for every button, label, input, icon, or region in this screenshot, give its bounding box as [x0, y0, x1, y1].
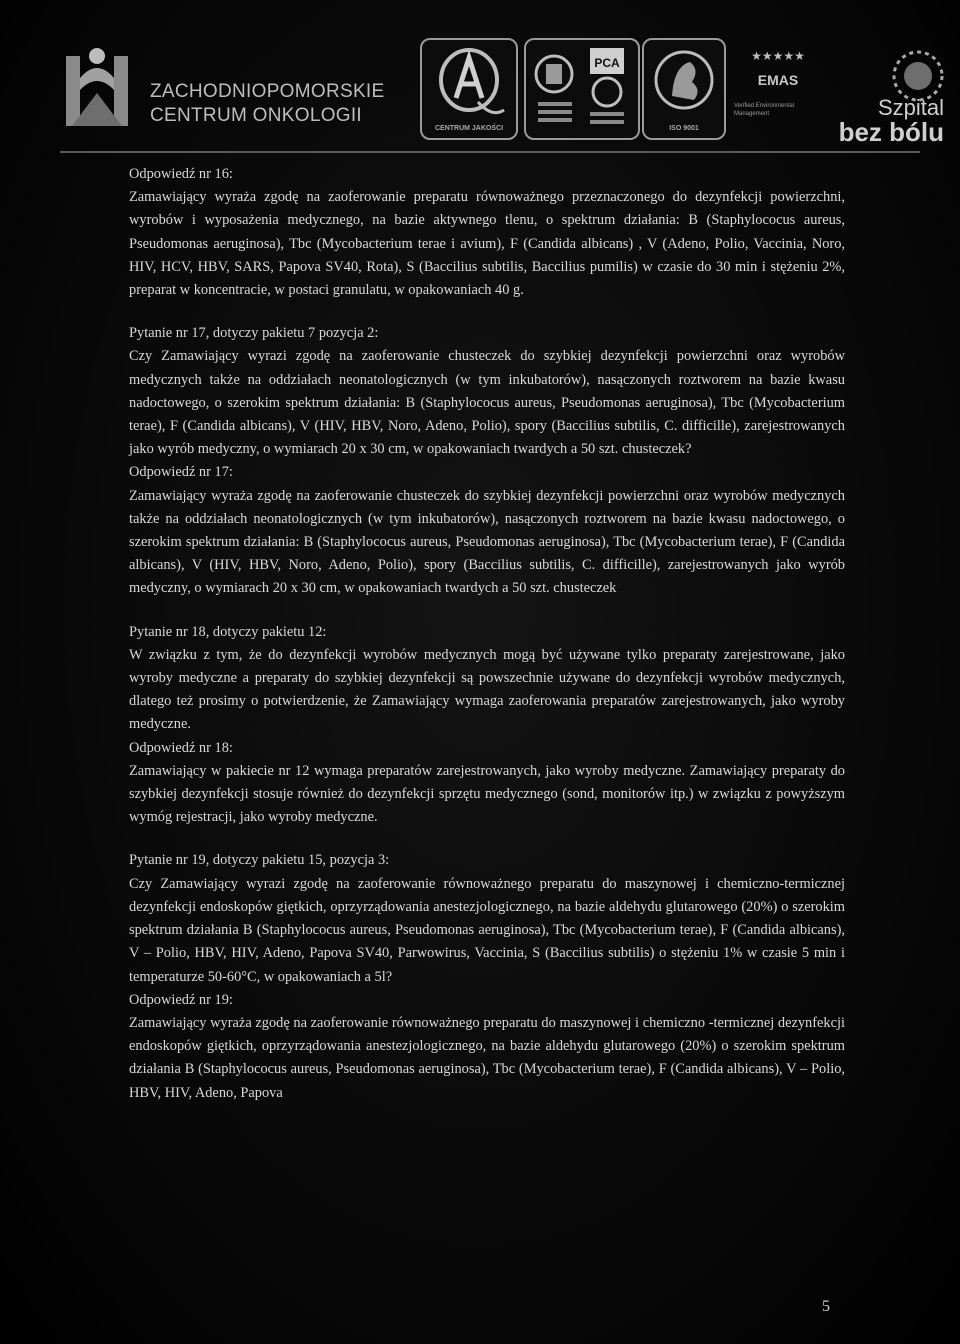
emas-sub-line1: Verified Environmental [734, 103, 795, 109]
organization-name [150, 80, 384, 128]
question-18-text: W związku z tym, że do dezynfekcji wyrobów medycznych mogą być używane tylko preparaty zarejestrowane, jako wyroby medyczne a preparaty do szybkiej dezynfekcji są powszechnie używane do dezynfekcji wyrobów medycznych, dlatego też prosimy o potwierdzenie, że Zamawiający wymaga zaoferowania preparatów zarejestrowanych, jako wyroby medyczne. [129, 646, 845, 733]
szpital-bez-bolu-logo [822, 46, 952, 146]
iso-certificate-badge [642, 38, 726, 140]
emas-sub-line2: Management [734, 111, 770, 117]
svg-text:★★★★★: ★★★★★ [751, 49, 805, 63]
question-19-heading: Pytanie nr 19, dotyczy pakietu 15, pozycja 3: [129, 852, 390, 869]
quality-certificate-badge [420, 38, 518, 140]
header-divider [60, 151, 920, 153]
letterhead [0, 0, 960, 150]
zco-logo [52, 38, 142, 138]
question-17-heading: Pytanie nr 17, dotyczy pakietu 7 pozycja 2: [129, 325, 379, 342]
answer-17-heading: Odpowiedź nr 17: [129, 464, 233, 481]
szpital-line2: bez bólu [838, 117, 944, 147]
question-18-block [129, 621, 845, 830]
pca-certificate-badge [524, 38, 640, 140]
szpital-line1: Szpital [877, 95, 944, 120]
question-19-text: Czy Zamawiający wyrazi zgodę na zaoferowanie równoważnego preparatu do maszynowej i chemiczno-termicznej dezynfekcji endoskopów giętkich, oprzyrządowania anestezjologicznego, na bazie aldehydu glutarowego (20%) o szerokim spektrum działania B (Staphylococus aureus, Pseudomonas aeruginosa), Tbc (Mycobacterium terae), F (Candida albicans), V – Polio, HBV, HIV, Adeno, Papova SV40, Parwowirus, Vaccinia, S (Baccilius subtilis) o stężeniu 1% w czasie 5 min i temperaturze 50-60°C, w opakowaniach a 5l? [129, 875, 845, 985]
question-18-heading: Pytanie nr 18, dotyczy pakietu 12: [129, 623, 327, 640]
org-name-line1: ZACHODNIOPOMORSKIE [150, 81, 385, 102]
answer-19-heading: Odpowiedź nr 19: [129, 991, 233, 1008]
question-17-block [129, 322, 845, 600]
emas-subtitle [734, 102, 824, 118]
szpital-text [838, 95, 944, 147]
cert-a-label: CENTRUM JAKOŚCI [434, 125, 504, 132]
answer-17-text: Zamawiający wyraża zgodę na zaoferowanie chusteczek do szybkiej dezynfekcji powierzchni oraz wyrobów medycznych także na oddziałach neonatologicznych (w tym inkubatorów), nasączonych roztworem na bazie kwasu nadoctowego, o szerokim spektrum działania: B (Staphylococus aureus, Pseudomonas aeruginosa), Tbc (Mycobacterium terae), F (Candida albicans), V (HIV, HBV, Noro, Adeno, Polio), spory (Baccilius subtilis, C. difficille), zarejestrowanych jako wyrób medyczny, o wymiarach 20 x 30 cm, w opakowaniach twardych a 50 szt. chusteczek [129, 487, 845, 597]
answer-16-text: Zamawiający wyraża zgodę na zaoferowanie preparatu równoważnego przeznaczonego do dezynfekcji powierzchni, wyrobów i wyposażenia medycznego, na bazie aktywnego tlenu, o spektrum działania: B (Staphylococus aureus, Pseudomonas aeruginosa), Tbc (Mycobacterium terae i avium), F (Candida albicans) , V (Adeno, Polio, Vaccinia, Noro, HIV, HCV, HBV, SARS, Papova SV40, Rota), S (Baccilius subtilis, Baccilius pumilis) w czasie do 30 min i stężeniu 2%, preparat w koncentracie, w postaci granulatu, w opakowaniach 40 g. [129, 189, 845, 299]
cert-iso-label: ISO 9001 [669, 125, 699, 132]
document-body [129, 163, 845, 1105]
emas-logo [732, 44, 824, 136]
question-19-block [129, 849, 845, 1104]
page-number: 5 [822, 1298, 830, 1315]
svg-text:PCA: PCA [594, 56, 620, 70]
answer-16-heading: Odpowiedź nr 16: [129, 166, 233, 182]
answer-16-block [129, 163, 845, 302]
org-name-line2: CENTRUM ONKOLOGII [150, 105, 363, 126]
emas-title: EMAS [757, 72, 799, 88]
answer-18-text: Zamawiający w pakiecie nr 12 wymaga preparatów zarejestrowanych, jako wyroby medyczne. Zamawiający preparaty do szybkiej dezynfekcji stosuje również do dezynfekcji sprzętu medycznego (sond, monitorów itp.) w związku z powyższym wymóg rejestracji, jako wyroby medyczne. [129, 762, 845, 826]
answer-18-heading: Odpowiedź nr 18: [129, 739, 233, 756]
answer-19-text: Zamawiający wyraża zgodę na zaoferowanie równoważnego preparatu do maszynowej i chemiczno -termicznej dezynfekcji endoskopów giętkich, oprzyrządowania anestezjologicznego, na bazie aldehydu glutarowego (20%) o szerokim spektrum działania B (Staphylococus aureus, Pseudomonas aeruginosa), Tbc (Mycobacterium terae), F (Candida albicans), V – Polio, HBV, HIV, Adeno, Papova [129, 1014, 845, 1101]
question-17-text: Czy Zamawiający wyrazi zgodę na zaoferowanie chusteczek do szybkiej dezynfekcji powierzchni oraz wyrobów medycznych także na oddziałach neonatologicznych (w tym inkubatorów), nasączonych roztworem na bazie kwasu nadoctowego, o szerokim spektrum działania: B (Staphylococus aureus, Pseudomonas aeruginosa), Tbc (Mycobacterium terae), F (Candida albicans), V (HIV, HBV, Noro, Adeno, Polio), spory (Baccilius subtilis, C. difficille), zarejestrowanych jako wyrób medyczny, o wymiarach 20 x 30 cm, w opakowaniach twardych a 50 szt. chusteczek? [129, 348, 845, 458]
